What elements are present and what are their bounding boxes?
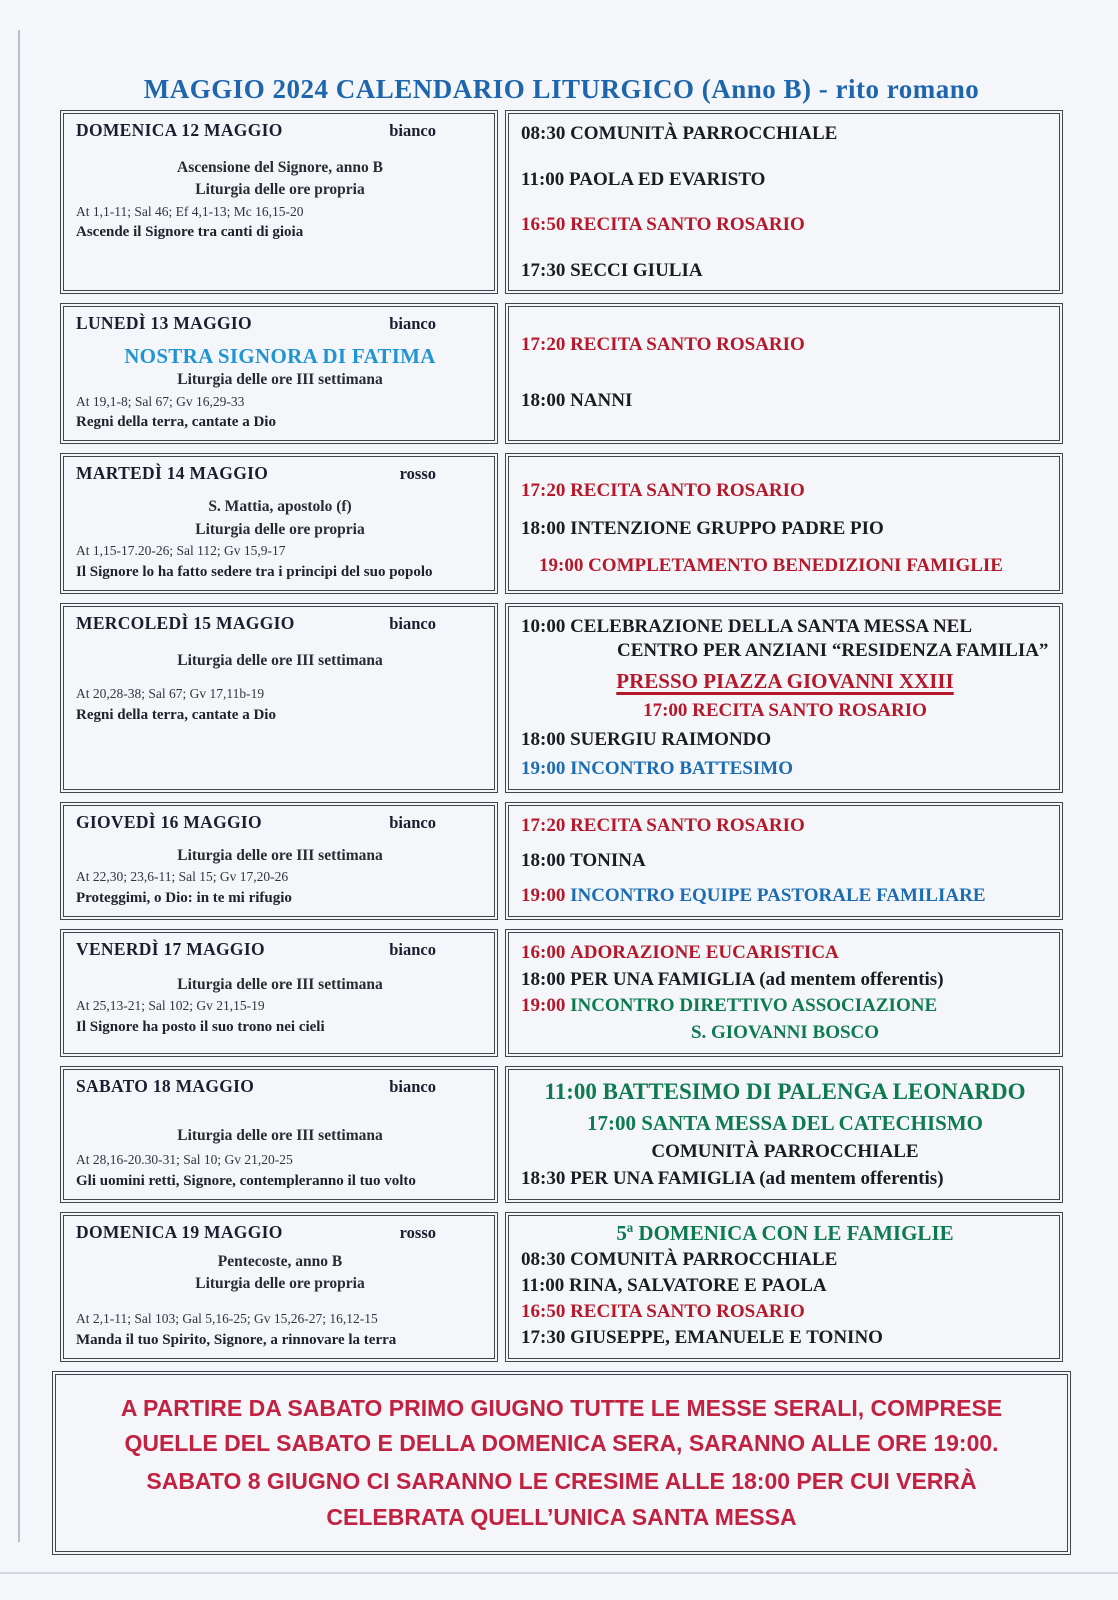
readings: At 2,1-11; Sal 103; Gal 5,16-25; Gv 15,26-27; 16,12-15 [76,1311,378,1327]
event-text: COMPLETAMENTO BENEDIZIONI FAMIGLIE [588,555,1003,577]
event-time: 18:00 [521,968,571,990]
event-line [521,757,1049,781]
event-line [521,994,1049,1018]
event-text: PAOLA ED EVARISTO [569,168,766,190]
announcement-line: SABATO 8 GIUGNO CI SARANNO LE CRESIME ALLE 18:00 PER CUI VERRÀ CELEBRATA QUELL’UNICA SANTA MESSA [146,1468,977,1530]
day-name: LUNEDÌ 13 MAGGIO [76,313,252,334]
liturgy-line: Liturgia delle ore propria [195,181,365,199]
readings-block [76,202,484,243]
event-text: COMUNITÀ PARROCCHIALE [651,1140,919,1162]
event-line [521,122,1049,146]
event-text: PER UNA FAMIGLIA (ad mentem offerentis) [570,968,944,990]
liturgy-lines [76,157,484,202]
event-time: 17:20 [521,480,571,502]
event-text: SECCI GIULIA [570,259,703,281]
day-info-cell [60,603,498,793]
event-line [521,849,1049,873]
liturgy-line: Liturgia delle ore III settimana [177,846,383,864]
event-time: 11:00 [521,168,570,190]
liturgy-line: Liturgia delle ore III settimana [177,371,383,389]
day-name: GIOVEDÌ 16 MAGGIO [76,811,262,832]
event-line [521,517,1049,541]
event-line [521,259,1049,283]
event-time: 19:00 [521,758,571,780]
event-text: RECITA SANTO ROSARIO [570,814,805,836]
event-time: 17:00 [587,1111,642,1136]
liturgy-lines [76,1251,484,1296]
liturgy-lines [76,650,484,672]
day-header [76,120,484,141]
day-info-cell [60,802,498,920]
calendar-day-row [60,929,1063,1057]
day-info-cell [60,929,498,1057]
event-time: 17:20 [521,334,571,356]
liturgy-line: Liturgia delle ore propria [195,520,365,538]
readings: At 28,16-20.30-31; Sal 10; Gv 21,20-25 [76,1152,293,1168]
day-info-cell [60,1066,498,1203]
event-text: SANTA MESSA DEL CATECHISMO [641,1111,983,1136]
day-name: SABATO 18 MAGGIO [76,1075,255,1096]
liturgical-color-label: bianco [389,812,436,832]
day-name: VENERDÌ 17 MAGGIO [76,938,265,959]
event-line [521,728,1049,752]
event-line [521,1274,1049,1298]
event-line [521,1300,1049,1324]
readings-block [76,867,484,908]
event-text: BATTESIMO DI PALENGA LEONARDO [602,1078,1026,1104]
event-time: 16:50 [521,214,571,236]
event-time: 18:00 [521,517,571,539]
event-line [521,1167,1049,1191]
calendar-day-row [60,453,1063,593]
event-line [521,968,1049,992]
day-events-cell [505,303,1063,444]
liturgy-lines [76,845,484,867]
calendar-day-row [60,1066,1063,1203]
liturgy-line: Pentecoste, anno B [217,1252,343,1270]
event-time: 19:00 [539,555,589,577]
event-time: 08:30 [521,123,571,144]
readings: At 19,1-8; Sal 67; Gv 16,29-33 [76,393,245,409]
liturgy-line: Liturgia delle ore propria [195,1275,365,1293]
event-line [521,699,1049,723]
day-events-cell [505,603,1063,793]
event-time: 19:00 [521,885,571,907]
calendar-day-row [60,603,1063,793]
event-time: 18:00 [521,729,571,751]
day-name: MERCOLEDÌ 15 MAGGIO [76,612,295,633]
event-text: TONINA [570,849,646,871]
event-time: 17:30 [521,1327,571,1349]
liturgical-calendar-table [60,110,1063,1555]
liturgy-line: Liturgia delle ore III settimana [177,651,383,669]
event-text: RECITA SANTO ROSARIO [570,480,805,502]
event-time: 10:00 [521,615,571,637]
event-time: 19:00 [521,995,571,1017]
event-text: SUERGIU RAIMONDO [570,729,772,751]
event-text: GIUSEPPE, EMANUELE E TONINO [570,1327,883,1349]
liturgy-lines [76,974,484,996]
readings: At 22,30; 23,6-11; Sal 15; Gv 17,20-26 [76,869,289,885]
day-header [76,613,484,634]
readings-block [76,1150,484,1191]
liturgy-lines [76,496,484,541]
liturgical-color-label: rosso [399,464,436,484]
event-text: RINA, SALVATORE E PAOLA [569,1275,827,1297]
day-info-cell [60,303,498,444]
liturgy-lines [76,369,484,391]
calendar-day-row [60,1212,1063,1362]
event-line [521,1220,1049,1246]
day-header [76,812,484,833]
antiphon: Ascende il Signore tra canti di gioia [76,224,304,241]
liturgy-line: S. Mattia, apostolo (f) [208,498,352,516]
event-text: PRESSO PIAZZA GIOVANNI XXIII [616,668,954,693]
feast-title: NOSTRA SIGNORA DI FATIMA [124,344,436,369]
event-time: 18:00 [521,849,571,871]
event-line [521,1248,1049,1272]
liturgical-color-label: bianco [389,314,436,334]
event-time: 17:30 [521,259,571,281]
event-line [521,1078,1049,1107]
calendar-day-row [60,110,1063,294]
event-text: PER UNA FAMIGLIA (ad mentem offerentis) [570,1168,944,1190]
event-text: RECITA SANTO ROSARIO [570,214,805,236]
event-line [521,1140,1049,1164]
day-info-cell [60,453,498,593]
antiphon: Gli uomini retti, Signore, contempleranno il tuo volto [76,1172,416,1189]
day-info-cell [60,110,498,294]
event-line [521,884,1049,908]
event-line [521,668,1049,694]
day-events-cell [505,929,1063,1057]
day-events-cell [505,1066,1063,1203]
day-header [76,1076,484,1097]
calendar-day-row [60,303,1063,444]
readings-block [76,541,484,582]
announcement-box [52,1371,1071,1556]
liturgical-color-label: bianco [389,939,436,959]
event-line [521,1110,1049,1136]
readings-block [76,996,484,1037]
antiphon: Manda il tuo Spirito, Signore, a rinnovare la terra [76,1331,397,1348]
event-text: COMUNITÀ PARROCCHIALE [570,123,838,144]
day-header [76,313,484,334]
page-title: MAGGIO 2024 CALENDARIO LITURGICO (Anno B) - rito romano [143,74,980,104]
event-line [521,479,1049,503]
event-text: RECITA SANTO ROSARIO [570,334,805,356]
readings: At 1,15-17.20-26; Sal 112; Gv 15,9-17 [76,543,286,559]
liturgical-color-label: rosso [399,1222,436,1242]
liturgy-line: Liturgia delle ore III settimana [177,975,383,993]
day-info-cell [60,1212,498,1362]
readings-block [76,392,484,433]
day-header [76,939,484,960]
scan-artifact-left-line [18,30,20,1542]
antiphon: Regni della terra, cantate a Dio [76,706,276,723]
antiphon: Il Signore ha posto il suo trono nei cieli [76,1018,325,1035]
liturgical-color-label: bianco [389,613,436,633]
event-line [521,389,1049,413]
announcement-line: A PARTIRE DA SABATO PRIMO GIUGNO TUTTE LE MESSE SERALI, COMPRESE QUELLE DEL SABATO E DELLA DOMENICA SERA, SARANNO ALLE ORE 19:00. [120,1394,1003,1457]
event-time: 16:00 [521,941,571,963]
event-text: RECITA SANTO ROSARIO [692,700,927,722]
event-text: COMUNITÀ PARROCCHIALE [570,1249,838,1271]
liturgical-color-label: bianco [389,121,436,140]
event-time: 17:00 [643,700,693,722]
calendar-day-row [60,802,1063,920]
day-events-cell [505,110,1063,294]
day-events-cell [505,1212,1063,1362]
event-line [521,168,1049,192]
day-name: DOMENICA 19 MAGGIO [76,1221,283,1242]
event-text: ADORAZIONE EUCARISTICA [570,941,839,963]
event-line [521,1021,1049,1045]
event-text: CELEBRAZIONE DELLA SANTA MESSA NEL CENTRO PER ANZIANI “RESIDENZA FAMILIA” [570,615,1049,661]
event-text: INCONTRO EQUIPE PASTORALE FAMILIARE [570,885,986,907]
event-line [521,941,1049,965]
antiphon: Proteggimi, o Dio: in te mi rifugio [76,889,292,906]
event-text: RECITA SANTO ROSARIO [570,1301,805,1323]
event-text: INTENZIONE GRUPPO PADRE PIO [570,517,884,539]
event-time: 11:00 [521,1275,570,1297]
event-line [521,554,1049,578]
day-events-cell [505,802,1063,920]
readings: At 25,13-21; Sal 102; Gv 21,15-19 [76,998,265,1014]
day-header [76,1222,484,1243]
event-time: 16:50 [521,1301,571,1323]
event-text: INCONTRO DIRETTIVO ASSOCIAZIONE [570,995,938,1017]
readings-block [76,1309,484,1350]
event-time: 18:00 [521,389,571,411]
event-line [521,1326,1049,1350]
event-line [521,213,1049,237]
event-text: NANNI [570,389,633,411]
event-time: 11:00 [544,1078,603,1104]
event-line [521,615,1049,663]
day-events-cell [505,453,1063,593]
event-text: INCONTRO BATTESIMO [570,758,794,780]
event-line [521,333,1049,357]
event-text: 5ª DOMENICA CON LE FAMIGLIE [616,1220,954,1245]
liturgy-line: Liturgia delle ore III settimana [177,1126,383,1144]
event-line [521,814,1049,838]
event-text: S. GIOVANNI BOSCO [690,1022,880,1044]
day-name: DOMENICA 12 MAGGIO [76,120,283,140]
antiphon: Regni della terra, cantate a Dio [76,414,276,431]
scan-artifact-bottom-line [0,1572,1118,1574]
liturgical-color-label: bianco [389,1076,436,1096]
event-time: 08:30 [521,1249,571,1271]
event-time: 18:30 [521,1168,571,1190]
readings: At 20,28-38; Sal 67; Gv 17,11b-19 [76,686,265,702]
antiphon: Il Signore lo ha fatto sedere tra i principi del suo popolo [76,563,433,580]
day-header [76,463,484,484]
liturgy-line: Ascensione del Signore, anno B [177,159,383,176]
event-time: 17:20 [521,814,571,836]
readings: At 1,1-11; Sal 46; Ef 4,1-13; Mc 16,15-20 [76,203,304,219]
readings-block [76,684,484,725]
day-name: MARTEDÌ 14 MAGGIO [76,463,269,484]
liturgy-lines [76,1125,484,1147]
